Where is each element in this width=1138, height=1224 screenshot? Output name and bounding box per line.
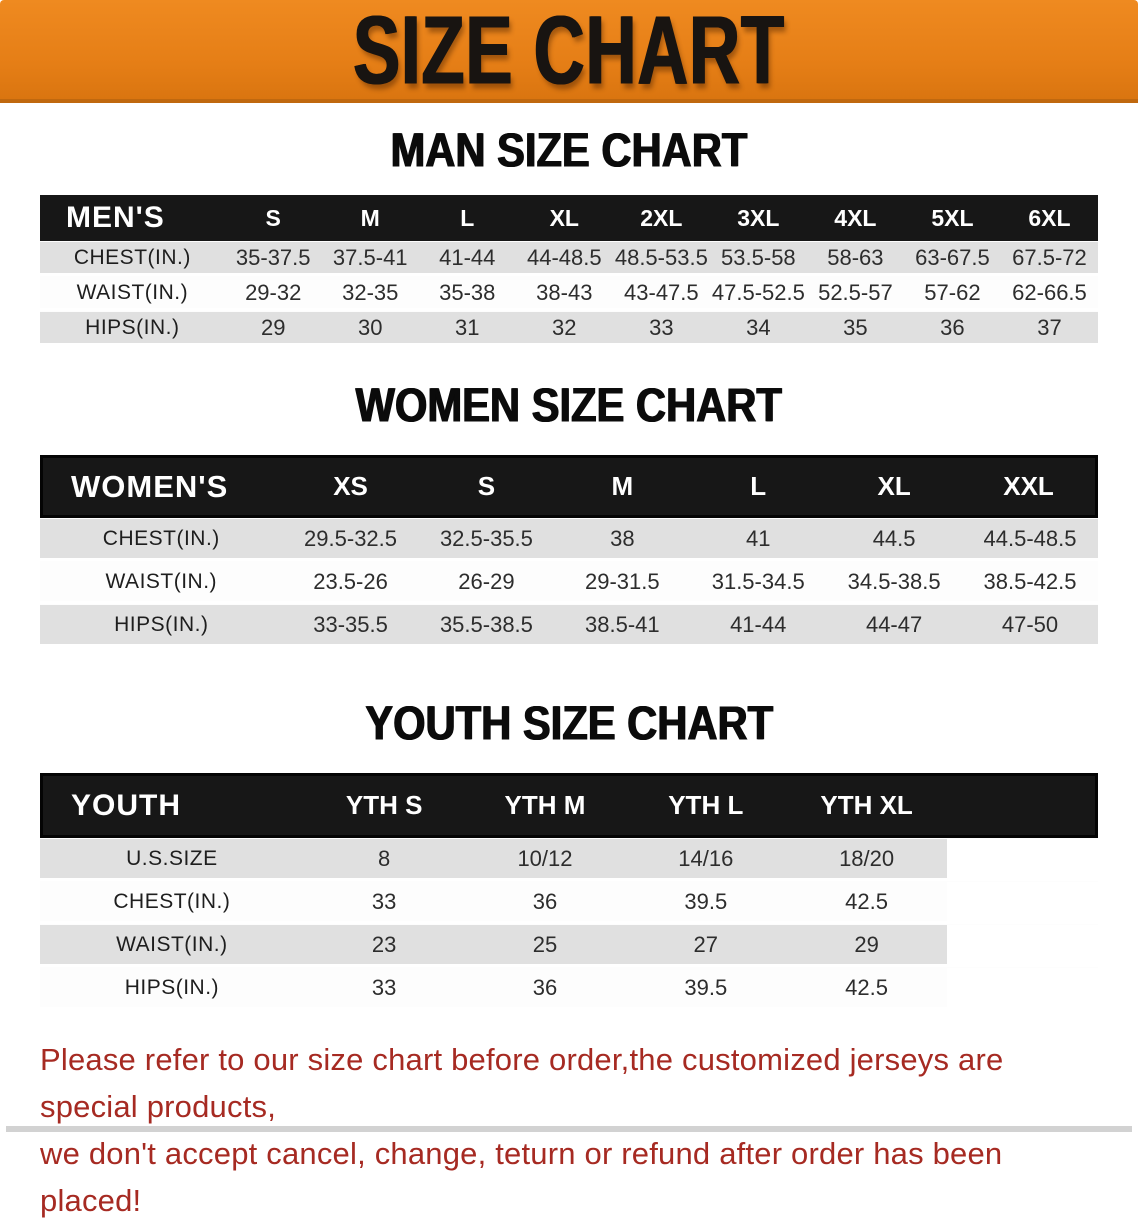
row-spacer-cell bbox=[947, 967, 1098, 1010]
size-value-cell: 36 bbox=[465, 967, 626, 1010]
size-value-cell: 32-35 bbox=[322, 276, 419, 311]
row-spacer-cell bbox=[947, 838, 1098, 881]
size-value-cell: 37 bbox=[1001, 311, 1098, 346]
row-label-cell: CHEST(IN.) bbox=[40, 881, 304, 924]
size-value-cell: 36 bbox=[904, 311, 1001, 346]
table-title-cell: WOMEN'S bbox=[40, 455, 283, 518]
size-value-cell: 27 bbox=[625, 924, 786, 967]
size-value-cell: 34 bbox=[710, 311, 807, 346]
men-section-heading-text: MAN SIZE CHART bbox=[390, 124, 748, 178]
table-header-row bbox=[40, 195, 1098, 241]
size-column-header: S bbox=[225, 195, 322, 241]
youth-section-heading bbox=[0, 697, 1138, 751]
size-value-cell: 35 bbox=[807, 311, 904, 346]
women-size-section bbox=[0, 379, 1138, 647]
size-value-cell: 38-43 bbox=[516, 276, 613, 311]
size-column-header: XL bbox=[826, 455, 962, 518]
men-section-heading bbox=[0, 124, 1138, 178]
size-column-header: XS bbox=[283, 455, 419, 518]
size-value-cell: 31.5-34.5 bbox=[690, 561, 826, 604]
table-header-row bbox=[40, 773, 1098, 838]
measurement-row bbox=[40, 561, 1098, 604]
size-value-cell: 38.5-42.5 bbox=[962, 561, 1098, 604]
measurement-row bbox=[40, 311, 1098, 346]
size-value-cell: 41 bbox=[690, 518, 826, 561]
measurement-row bbox=[40, 276, 1098, 311]
disclaimer-line-2: we don't accept cancel, change, teturn or refund after order has been placed! bbox=[40, 1136, 1003, 1218]
size-value-cell: 39.5 bbox=[625, 881, 786, 924]
size-value-cell: 58-63 bbox=[807, 241, 904, 276]
disclaimer-line-1: Please refer to our size chart before order,the customized jerseys are special products, bbox=[40, 1042, 1004, 1124]
men-size-table bbox=[40, 195, 1098, 346]
size-value-cell: 41-44 bbox=[690, 604, 826, 647]
size-value-cell: 33-35.5 bbox=[283, 604, 419, 647]
size-value-cell: 35-38 bbox=[419, 276, 516, 311]
row-spacer-cell bbox=[947, 881, 1098, 924]
size-value-cell: 33 bbox=[304, 967, 465, 1010]
size-value-cell: 18/20 bbox=[786, 838, 947, 881]
measurement-row bbox=[40, 604, 1098, 647]
size-value-cell: 34.5-38.5 bbox=[826, 561, 962, 604]
size-column-header: 4XL bbox=[807, 195, 904, 241]
size-column-header: 3XL bbox=[710, 195, 807, 241]
row-label-cell: WAIST(IN.) bbox=[40, 276, 225, 311]
size-value-cell: 47.5-52.5 bbox=[710, 276, 807, 311]
size-column-header: YTH XL bbox=[786, 773, 947, 838]
size-value-cell: 23.5-26 bbox=[283, 561, 419, 604]
size-column-header: 2XL bbox=[613, 195, 710, 241]
size-value-cell: 42.5 bbox=[786, 881, 947, 924]
youth-size-section bbox=[0, 697, 1138, 1010]
measurement-row bbox=[40, 967, 1098, 1010]
size-column-header: M bbox=[322, 195, 419, 241]
size-value-cell: 29-31.5 bbox=[554, 561, 690, 604]
size-value-cell: 10/12 bbox=[465, 838, 626, 881]
row-label-cell: WAIST(IN.) bbox=[40, 924, 304, 967]
youth-section-heading-text: YOUTH SIZE CHART bbox=[365, 697, 773, 751]
row-label-cell: HIPS(IN.) bbox=[40, 967, 304, 1010]
size-value-cell: 62-66.5 bbox=[1001, 276, 1098, 311]
size-value-cell: 52.5-57 bbox=[807, 276, 904, 311]
table-title-cell: MEN'S bbox=[40, 195, 225, 241]
size-value-cell: 67.5-72 bbox=[1001, 241, 1098, 276]
size-value-cell: 30 bbox=[322, 311, 419, 346]
size-value-cell: 47-50 bbox=[962, 604, 1098, 647]
size-value-cell: 48.5-53.5 bbox=[613, 241, 710, 276]
size-value-cell: 29.5-32.5 bbox=[283, 518, 419, 561]
size-value-cell: 26-29 bbox=[418, 561, 554, 604]
size-column-header: 6XL bbox=[1001, 195, 1098, 241]
size-column-header: 5XL bbox=[904, 195, 1001, 241]
size-column-header: L bbox=[690, 455, 826, 518]
size-value-cell: 32.5-35.5 bbox=[418, 518, 554, 561]
size-column-header: YTH L bbox=[625, 773, 786, 838]
header-spacer-cell bbox=[947, 773, 1098, 838]
measurement-row bbox=[40, 518, 1098, 561]
table-header-row bbox=[40, 455, 1098, 518]
size-column-header: XXL bbox=[962, 455, 1098, 518]
size-column-header: S bbox=[418, 455, 554, 518]
row-label-cell: WAIST(IN.) bbox=[40, 561, 283, 604]
size-value-cell: 35.5-38.5 bbox=[418, 604, 554, 647]
row-label-cell: HIPS(IN.) bbox=[40, 311, 225, 346]
size-column-header: M bbox=[554, 455, 690, 518]
measurement-row bbox=[40, 838, 1098, 881]
women-section-heading bbox=[0, 379, 1138, 433]
size-value-cell: 29 bbox=[786, 924, 947, 967]
men-size-section bbox=[0, 124, 1138, 346]
size-value-cell: 23 bbox=[304, 924, 465, 967]
size-value-cell: 39.5 bbox=[625, 967, 786, 1010]
banner-title: SIZE CHART bbox=[353, 0, 785, 105]
size-value-cell: 38.5-41 bbox=[554, 604, 690, 647]
youth-size-table bbox=[40, 773, 1098, 1010]
size-chart-banner bbox=[0, 0, 1138, 103]
size-value-cell: 44.5 bbox=[826, 518, 962, 561]
size-value-cell: 8 bbox=[304, 838, 465, 881]
size-value-cell: 35-37.5 bbox=[225, 241, 322, 276]
size-value-cell: 57-62 bbox=[904, 276, 1001, 311]
size-value-cell: 53.5-58 bbox=[710, 241, 807, 276]
size-column-header: XL bbox=[516, 195, 613, 241]
table-title-cell: YOUTH bbox=[40, 773, 304, 838]
size-value-cell: 38 bbox=[554, 518, 690, 561]
measurement-row bbox=[40, 881, 1098, 924]
size-value-cell: 42.5 bbox=[786, 967, 947, 1010]
size-value-cell: 37.5-41 bbox=[322, 241, 419, 276]
row-label-cell: HIPS(IN.) bbox=[40, 604, 283, 647]
size-value-cell: 41-44 bbox=[419, 241, 516, 276]
size-column-header: YTH M bbox=[465, 773, 626, 838]
size-value-cell: 63-67.5 bbox=[904, 241, 1001, 276]
size-value-cell: 29-32 bbox=[225, 276, 322, 311]
row-label-cell: CHEST(IN.) bbox=[40, 518, 283, 561]
size-value-cell: 44-48.5 bbox=[516, 241, 613, 276]
women-size-table bbox=[40, 455, 1098, 647]
size-value-cell: 44-47 bbox=[826, 604, 962, 647]
row-spacer-cell bbox=[947, 924, 1098, 967]
size-column-header: L bbox=[419, 195, 516, 241]
women-section-heading-text: WOMEN SIZE CHART bbox=[355, 379, 783, 433]
size-value-cell: 31 bbox=[419, 311, 516, 346]
size-value-cell: 32 bbox=[516, 311, 613, 346]
measurement-row bbox=[40, 924, 1098, 967]
measurement-row bbox=[40, 241, 1098, 276]
size-value-cell: 36 bbox=[465, 881, 626, 924]
size-value-cell: 33 bbox=[613, 311, 710, 346]
size-column-header: YTH S bbox=[304, 773, 465, 838]
row-label-cell: CHEST(IN.) bbox=[40, 241, 225, 276]
row-label-cell: U.S.SIZE bbox=[40, 838, 304, 881]
size-value-cell: 43-47.5 bbox=[613, 276, 710, 311]
size-value-cell: 14/16 bbox=[625, 838, 786, 881]
size-value-cell: 44.5-48.5 bbox=[962, 518, 1098, 561]
size-value-cell: 29 bbox=[225, 311, 322, 346]
bottom-edge-strip bbox=[6, 1126, 1132, 1132]
size-value-cell: 33 bbox=[304, 881, 465, 924]
size-value-cell: 25 bbox=[465, 924, 626, 967]
